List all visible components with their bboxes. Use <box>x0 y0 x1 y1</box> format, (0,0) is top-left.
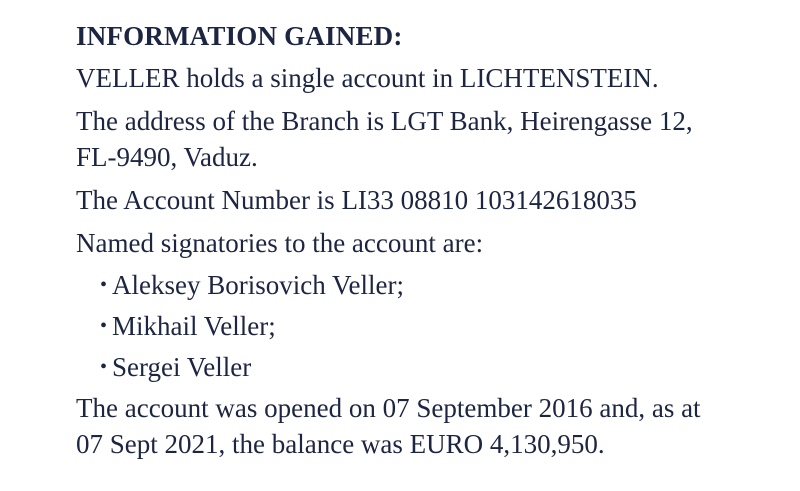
list-item <box>100 267 766 303</box>
signatories-intro: Named signatories to the account are: <box>76 228 484 258</box>
closing-paragraph <box>76 390 766 462</box>
document-body <box>76 18 766 469</box>
closing-line-2: 07 Sept 2021, the balance was EURO 4,130,950. <box>76 429 605 459</box>
address-paragraph <box>76 103 766 175</box>
closing-line-1: The account was opened on 07 September 2016 and, as at <box>76 393 701 423</box>
list-item <box>100 308 766 344</box>
section-heading: INFORMATION GAINED: <box>76 21 403 51</box>
address-line-1: The address of the Branch is LGT Bank, Heirengasse 12, <box>76 106 693 136</box>
signatory-name: Aleksey Borisovich Veller; <box>112 270 404 300</box>
bullet-icon: • <box>100 356 108 378</box>
signatory-name: Sergei Veller <box>112 352 252 382</box>
signatory-name: Mikhail Veller; <box>112 311 276 341</box>
bullet-icon: • <box>100 315 108 337</box>
signatories-list <box>76 267 766 385</box>
holds-paragraph: VELLER holds a single account in LICHTENSTEIN. <box>76 63 659 93</box>
list-item <box>100 349 766 385</box>
account-number-paragraph: The Account Number is LI33 08810 103142618035 <box>76 185 637 215</box>
address-line-2: FL-9490, Vaduz. <box>76 142 258 172</box>
bullet-icon: • <box>100 274 108 296</box>
